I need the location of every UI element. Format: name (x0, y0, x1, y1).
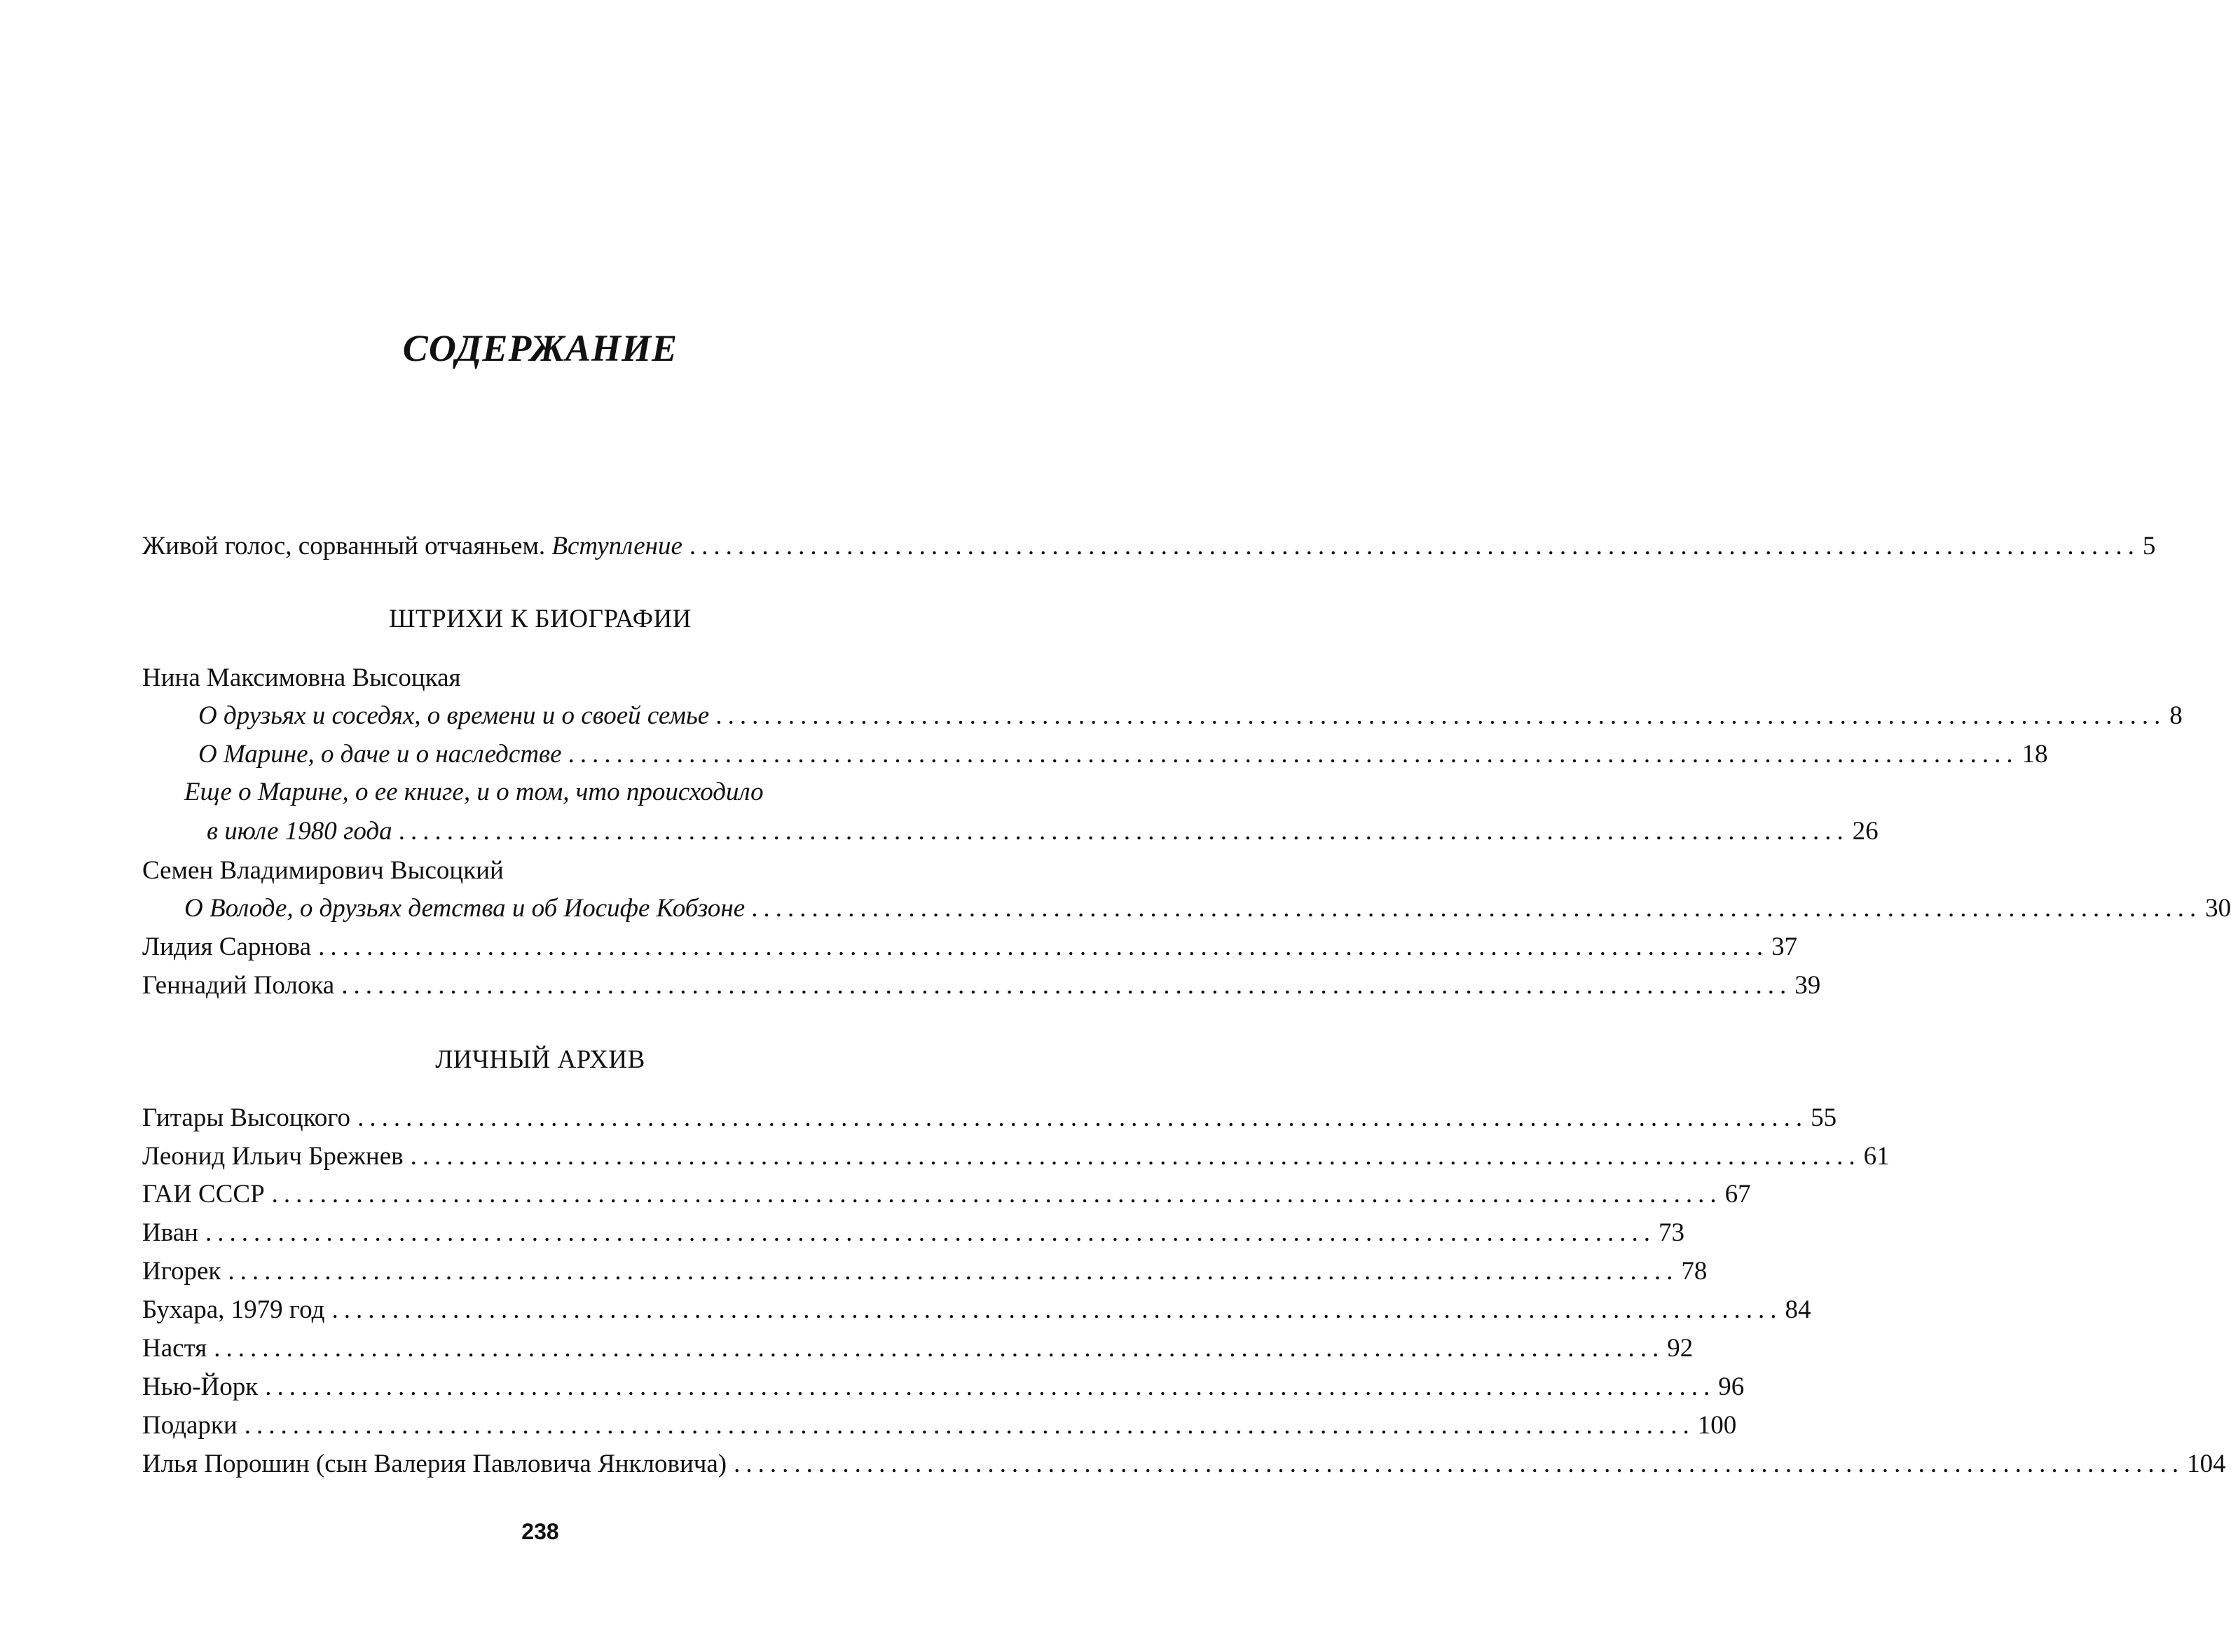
leader-dots: ........................................................................................................................ (410, 1142, 1861, 1171)
leader-dots: ........................................................................................................................ (318, 932, 1769, 961)
toc-page-number: 104 (2187, 1450, 2226, 1478)
toc-entry-title: О Володе, о друзьях детства и об Иосифе Кобзоне (184, 894, 746, 923)
toc-entry (198, 698, 2183, 734)
toc-page-number: 18 (2021, 740, 2048, 769)
toc-page-number: 96 (1718, 1372, 1745, 1401)
toc-author: Семен Владимирович Высоцкий (142, 856, 504, 885)
toc-entry-title: Настя (142, 1334, 207, 1363)
toc-entry-title: О Марине, о даче и о наследстве (198, 740, 562, 769)
toc-entry-title: Нью-Йорк (142, 1372, 259, 1401)
toc-page-number: 26 (1852, 817, 1879, 846)
toc-entry (142, 1216, 1684, 1251)
toc-page-number: 73 (1658, 1218, 1684, 1247)
toc-page-number: 8 (2169, 701, 2183, 730)
toc-entry (184, 891, 2231, 926)
toc-page-number: 30 (2205, 894, 2231, 923)
toc-entry-title: Иван (142, 1218, 198, 1247)
toc-entry-title (142, 529, 682, 564)
toc-entry-title: Бухара, 1979 год (142, 1295, 325, 1324)
toc-entry-title: в июле 1980 года (207, 817, 392, 846)
toc-entry-title: О друзьях и соседях, о времени и о своей семье (198, 701, 710, 730)
leader-dots: ........................................................................................................................ (331, 1295, 1783, 1324)
leader-dots: ........................................................................................................................ (357, 1103, 1808, 1132)
leader-dots: ........................................................................................................................ (734, 1450, 2185, 1478)
toc-entry-italic: Вступление (551, 532, 682, 560)
toc-entry (198, 737, 2048, 772)
leader-dots: ........................................................................................................................ (689, 532, 2140, 560)
toc-entry-title: Еще о Марине, о ее книге, и о том, что происходило (184, 778, 764, 806)
toc-entry (142, 1293, 1811, 1328)
leader-dots: ........................................................................................................................ (752, 894, 2203, 923)
toc-entry-title: ГАИ СССР (142, 1180, 265, 1209)
toc-page-number: 55 (1811, 1103, 1837, 1132)
toc-entry (142, 968, 1821, 1003)
toc-author: Нина Максимовна Высоцкая (142, 663, 461, 692)
toc-page-number: 78 (1681, 1257, 1708, 1286)
toc-entry-title: Игорек (142, 1257, 221, 1286)
toc-entry-title: Подарки (142, 1411, 238, 1440)
toc-entry-title: Леонид Ильич Брежнев (142, 1142, 404, 1171)
toc-entry (142, 1331, 1694, 1366)
leader-dots: ........................................................................................................................ (214, 1334, 1665, 1363)
toc-entry (142, 1177, 1751, 1212)
toc-entry (142, 1370, 1745, 1405)
section-heading-biography: ШТРИХИ К БИОГРАФИИ (389, 605, 692, 633)
page-number: 238 (521, 1519, 559, 1544)
leader-dots: ........................................................................................................................ (271, 1180, 1722, 1209)
toc-page-number: 61 (1863, 1142, 1890, 1171)
leader-dots: ........................................................................................................................ (244, 1411, 1695, 1440)
toc-entry (142, 1408, 1737, 1443)
toc-entry (142, 1447, 2226, 1482)
leader-dots: ........................................................................................................................ (399, 817, 1850, 846)
leader-dots: ........................................................................................................................ (341, 971, 1792, 1000)
toc-page-number: 67 (1724, 1180, 1751, 1209)
leader-dots: ........................................................................................................................ (228, 1257, 1679, 1286)
toc-entry-title: Геннадий Полока (142, 971, 335, 1000)
toc-entry-text: Живой голос, сорванный отчаяньем. (142, 532, 546, 560)
toc-entry-title: Илья Порошин (сын Валерия Павловича Янкловича) (142, 1450, 727, 1478)
toc-entry-title: Гитары Высоцкого (142, 1103, 351, 1132)
toc-page-number: 39 (1794, 971, 1821, 1000)
toc-page-number: 37 (1771, 932, 1798, 961)
toc-entry-title: Лидия Сарнова (142, 932, 312, 961)
toc-page-number: 84 (1785, 1295, 1811, 1324)
toc-page-number: 100 (1697, 1411, 1737, 1440)
toc-page-number: 5 (2142, 532, 2156, 560)
toc-page-number: 92 (1667, 1334, 1694, 1363)
leader-dots: ........................................................................................................................ (568, 740, 2019, 769)
leader-dots: ........................................................................................................................ (716, 701, 2167, 730)
toc-entry (142, 1101, 1837, 1136)
section-heading-archive: ЛИЧНЫЙ АРХИВ (435, 1045, 645, 1074)
leader-dots: ........................................................................................................................ (205, 1218, 1656, 1247)
toc-entry-intro (142, 529, 2156, 564)
leader-dots: ........................................................................................................................ (265, 1372, 1716, 1401)
page-title: СОДЕРЖАНИЕ (402, 327, 678, 369)
toc-entry (142, 1254, 1708, 1289)
toc-entry (207, 814, 1879, 849)
toc-entry (142, 930, 1798, 965)
toc-entry (142, 1139, 1890, 1174)
